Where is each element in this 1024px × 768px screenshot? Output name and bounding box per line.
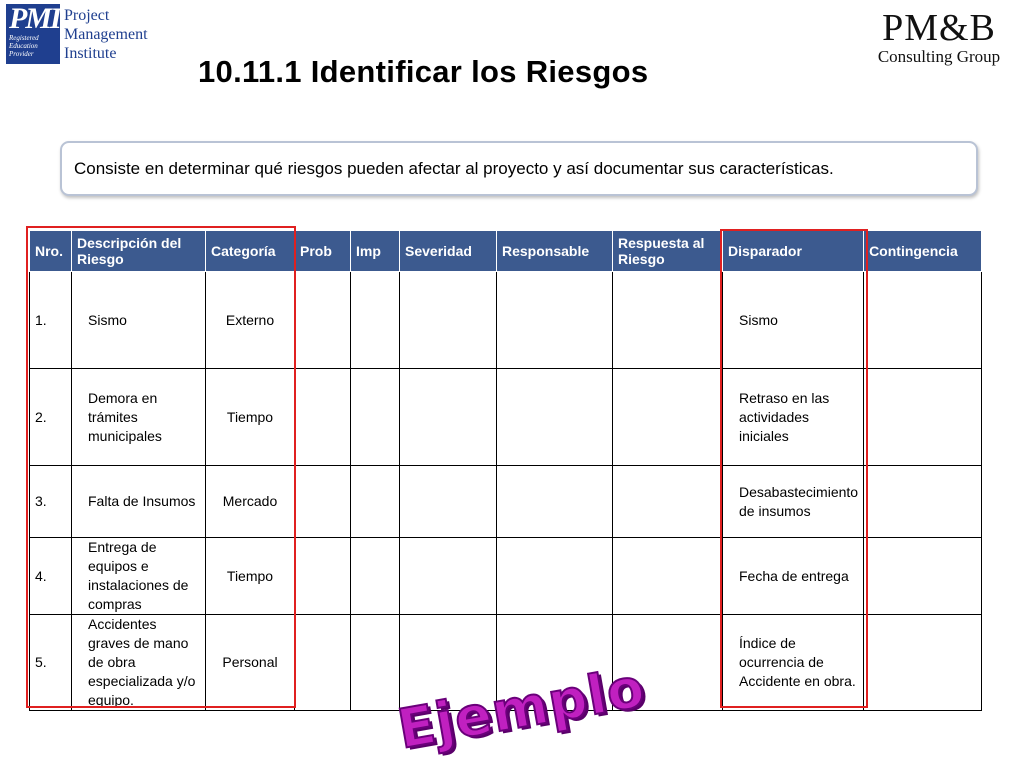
pmb-logo-name: PM&B: [882, 7, 996, 49]
cell-imp: [351, 369, 400, 466]
cell-categoria: Mercado: [206, 466, 295, 538]
table-row: [30, 538, 982, 615]
cell-nro: 1.: [30, 272, 72, 369]
cell-descripcion: Demora en trámites municipales: [72, 369, 206, 466]
cell-disparador: Sismo: [723, 272, 864, 369]
ejemplo-stamp: Ejemplo: [393, 655, 650, 761]
cell-severidad: [400, 466, 497, 538]
cell-responsable: [497, 466, 613, 538]
cell-severidad: [400, 369, 497, 466]
pmb-logo-subtitle: Consulting Group: [877, 47, 1001, 66]
cell-prob: [295, 538, 351, 615]
cell-categoria: Tiempo: [206, 538, 295, 615]
cell-imp: [351, 466, 400, 538]
cell-descripcion: Sismo: [72, 272, 206, 369]
cell-categoria: Externo: [206, 272, 295, 369]
header-responsable: Responsable: [497, 231, 613, 272]
header-categoria: Categoría: [206, 231, 295, 272]
cell-nro: 4.: [30, 538, 72, 615]
table-row: [30, 369, 982, 466]
cell-descripcion: Falta de Insumos: [72, 466, 206, 538]
cell-respuesta: [613, 272, 723, 369]
cell-disparador: Desabastecimiento de insumos: [723, 466, 864, 538]
cell-respuesta: [613, 538, 723, 615]
header-imp: Imp: [351, 231, 400, 272]
header-contingencia: Contingencia: [864, 231, 982, 272]
cell-contingencia: [864, 466, 982, 538]
cell-severidad: [400, 538, 497, 615]
cell-categoria: Tiempo: [206, 369, 295, 466]
header-respuesta: Respuesta al Riesgo: [613, 231, 723, 272]
cell-contingencia: [864, 272, 982, 369]
cell-prob: [295, 272, 351, 369]
description-box: [60, 141, 978, 196]
pmi-logo-text: Project Management Institute: [64, 7, 148, 62]
pmb-logo: [864, 8, 1014, 70]
header-descripcion: Descripción del Riesgo: [72, 231, 206, 272]
cell-nro: 2.: [30, 369, 72, 466]
pmi-mark: [6, 4, 60, 64]
cell-imp: [351, 272, 400, 369]
cell-descripcion: Accidentes graves de mano de obra especializada y/o equipo.: [72, 615, 206, 711]
cell-prob: [295, 615, 351, 711]
cell-contingencia: [864, 615, 982, 711]
cell-contingencia: [864, 369, 982, 466]
header-prob: Prob: [295, 231, 351, 272]
cell-imp: [351, 538, 400, 615]
header-nro: Nro.: [30, 231, 72, 272]
cell-disparador: Retraso en las actividades iniciales: [723, 369, 864, 466]
cell-nro: 5.: [30, 615, 72, 711]
cell-nro: 3.: [30, 466, 72, 538]
pmi-mark-letters: PMI: [9, 2, 60, 35]
cell-prob: [295, 369, 351, 466]
cell-imp: [351, 615, 400, 711]
cell-categoria: Personal: [206, 615, 295, 711]
cell-severidad: [400, 272, 497, 369]
cell-responsable: [497, 369, 613, 466]
cell-contingencia: [864, 538, 982, 615]
cell-responsable: [497, 538, 613, 615]
header-disparador: Disparador: [723, 231, 864, 272]
table-row: [30, 272, 982, 369]
cell-prob: [295, 466, 351, 538]
cell-responsable: [497, 272, 613, 369]
page-title: 10.11.1 Identificar los Riesgos: [198, 54, 649, 89]
cell-respuesta: [613, 369, 723, 466]
cell-descripcion: Entrega de equipos e instalaciones de compras: [72, 538, 206, 615]
header-severidad: Severidad: [400, 231, 497, 272]
description-text: Consiste en determinar qué riesgos pueden afectar al proyecto y así documentar sus características.: [74, 158, 834, 178]
table-header-row: [30, 231, 982, 272]
risk-table: [29, 230, 982, 711]
pmi-logo: [6, 4, 152, 68]
cell-respuesta: [613, 466, 723, 538]
table-row: [30, 466, 982, 538]
cell-disparador: Índice de ocurrencia de Accidente en obra.: [723, 615, 864, 711]
pmi-mark-caption: Registered Education Provider: [9, 34, 39, 58]
cell-disparador: Fecha de entrega: [723, 538, 864, 615]
